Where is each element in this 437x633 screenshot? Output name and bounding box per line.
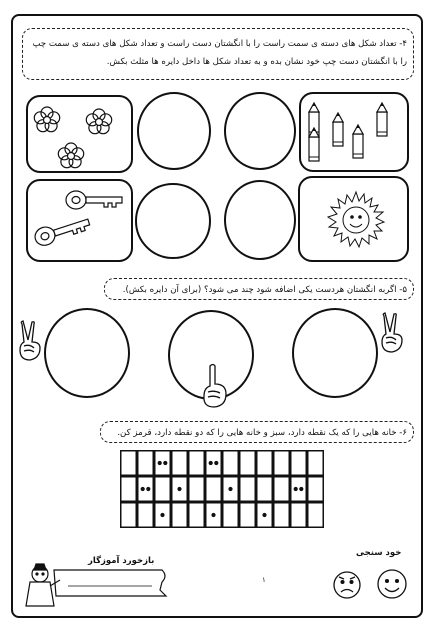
page-number: ۱ — [262, 576, 266, 584]
flower-icon — [56, 141, 86, 171]
grid-dot — [211, 513, 215, 517]
grid-cell[interactable] — [308, 451, 324, 476]
answer-circle[interactable] — [137, 92, 211, 170]
grid-dot — [214, 461, 218, 465]
grid-cell[interactable] — [121, 451, 137, 476]
pencil-icon — [351, 124, 365, 160]
question-5-box — [104, 278, 414, 300]
pencil-icon — [331, 112, 345, 148]
grid-dot — [177, 487, 181, 491]
grid-dot — [262, 513, 266, 517]
happy-face-icon — [376, 568, 408, 600]
grid-cell[interactable] — [138, 477, 154, 502]
question-4-line-1: ۴- تعداد شکل های دسته ی سمت راست را با انگشتان دست راست و تعداد شکل های دسته ی سمت چپ — [32, 39, 407, 49]
pencil-icon — [375, 102, 389, 138]
grid-cell[interactable] — [138, 503, 154, 528]
grid-cell[interactable] — [291, 503, 307, 528]
grid-dot — [141, 487, 145, 491]
grid-cell[interactable] — [189, 503, 205, 528]
grid-dot — [163, 461, 167, 465]
flower-icon — [32, 105, 62, 135]
question-6-box — [100, 421, 414, 443]
grid-dot — [146, 487, 150, 491]
teacher-feedback-label: بازخورد آموزگار — [88, 556, 155, 566]
grid-dot — [158, 461, 162, 465]
answer-circle[interactable] — [44, 308, 130, 398]
answer-circle[interactable] — [292, 308, 378, 398]
grid-cell[interactable] — [308, 503, 324, 528]
sad-face-icon — [332, 570, 362, 600]
grid-cell[interactable] — [257, 451, 273, 476]
question-5-text: ۵- اگربه انگشتان هردست یکی اضافه شود چند می شود؟ (برای آن دایره بکش). — [122, 285, 407, 295]
self-assessment-label: خود سنجی — [356, 548, 402, 558]
hand-two-fingers-icon — [378, 312, 410, 358]
question-4-line-2: را با انگشتان دست چپ خود نشان بده و به تعداد شکل ها داخل دایره ها مثلث بکش. — [106, 57, 407, 67]
question-4-box — [22, 28, 414, 80]
grid-cell[interactable] — [223, 451, 239, 476]
dot-grid — [120, 450, 324, 528]
grid-cell[interactable] — [189, 477, 205, 502]
hand-two-fingers-icon — [16, 320, 48, 364]
keys-box — [26, 179, 133, 262]
pencil-icon — [307, 127, 321, 163]
grid-cell[interactable] — [291, 451, 307, 476]
sun-box — [298, 176, 409, 262]
grid-cell[interactable] — [155, 451, 171, 476]
grid-cell[interactable] — [155, 477, 171, 502]
sun-icon — [326, 190, 386, 250]
question-6-text: ۶- خانه هایی را که یک نقطه دارد، سبز و خانه هایی را که دو نقطه دارد، قرمز کن. — [117, 428, 407, 438]
grid-cell[interactable] — [138, 451, 154, 476]
hand-one-finger-icon — [200, 362, 230, 410]
grid-cell[interactable] — [274, 503, 290, 528]
grid-dot — [299, 487, 303, 491]
grid-cell[interactable] — [274, 451, 290, 476]
answer-circle[interactable] — [135, 183, 211, 259]
answer-circle[interactable] — [224, 92, 296, 170]
grid-dot — [294, 487, 298, 491]
key-icon — [29, 206, 99, 254]
flowers-box — [26, 95, 133, 173]
grid-cell[interactable] — [121, 477, 137, 502]
grid-cell[interactable] — [206, 477, 222, 502]
grid-cell[interactable] — [223, 503, 239, 528]
grid-dot — [160, 513, 164, 517]
grid-cell[interactable] — [240, 503, 256, 528]
answer-circle[interactable] — [224, 180, 296, 260]
grid-cell[interactable] — [257, 477, 273, 502]
pencils-box — [299, 92, 409, 172]
grid-cell[interactable] — [240, 477, 256, 502]
grid-cell[interactable] — [308, 477, 324, 502]
grid-cell[interactable] — [172, 503, 188, 528]
grid-cell[interactable] — [121, 503, 137, 528]
grid-cell[interactable] — [274, 477, 290, 502]
grid-dot — [209, 461, 213, 465]
flower-icon — [84, 107, 114, 137]
grid-cell[interactable] — [172, 451, 188, 476]
grid-dot — [228, 487, 232, 491]
grid-cell[interactable] — [291, 477, 307, 502]
grid-cell[interactable] — [240, 451, 256, 476]
grid-cell[interactable] — [206, 451, 222, 476]
grid-cell[interactable] — [189, 451, 205, 476]
